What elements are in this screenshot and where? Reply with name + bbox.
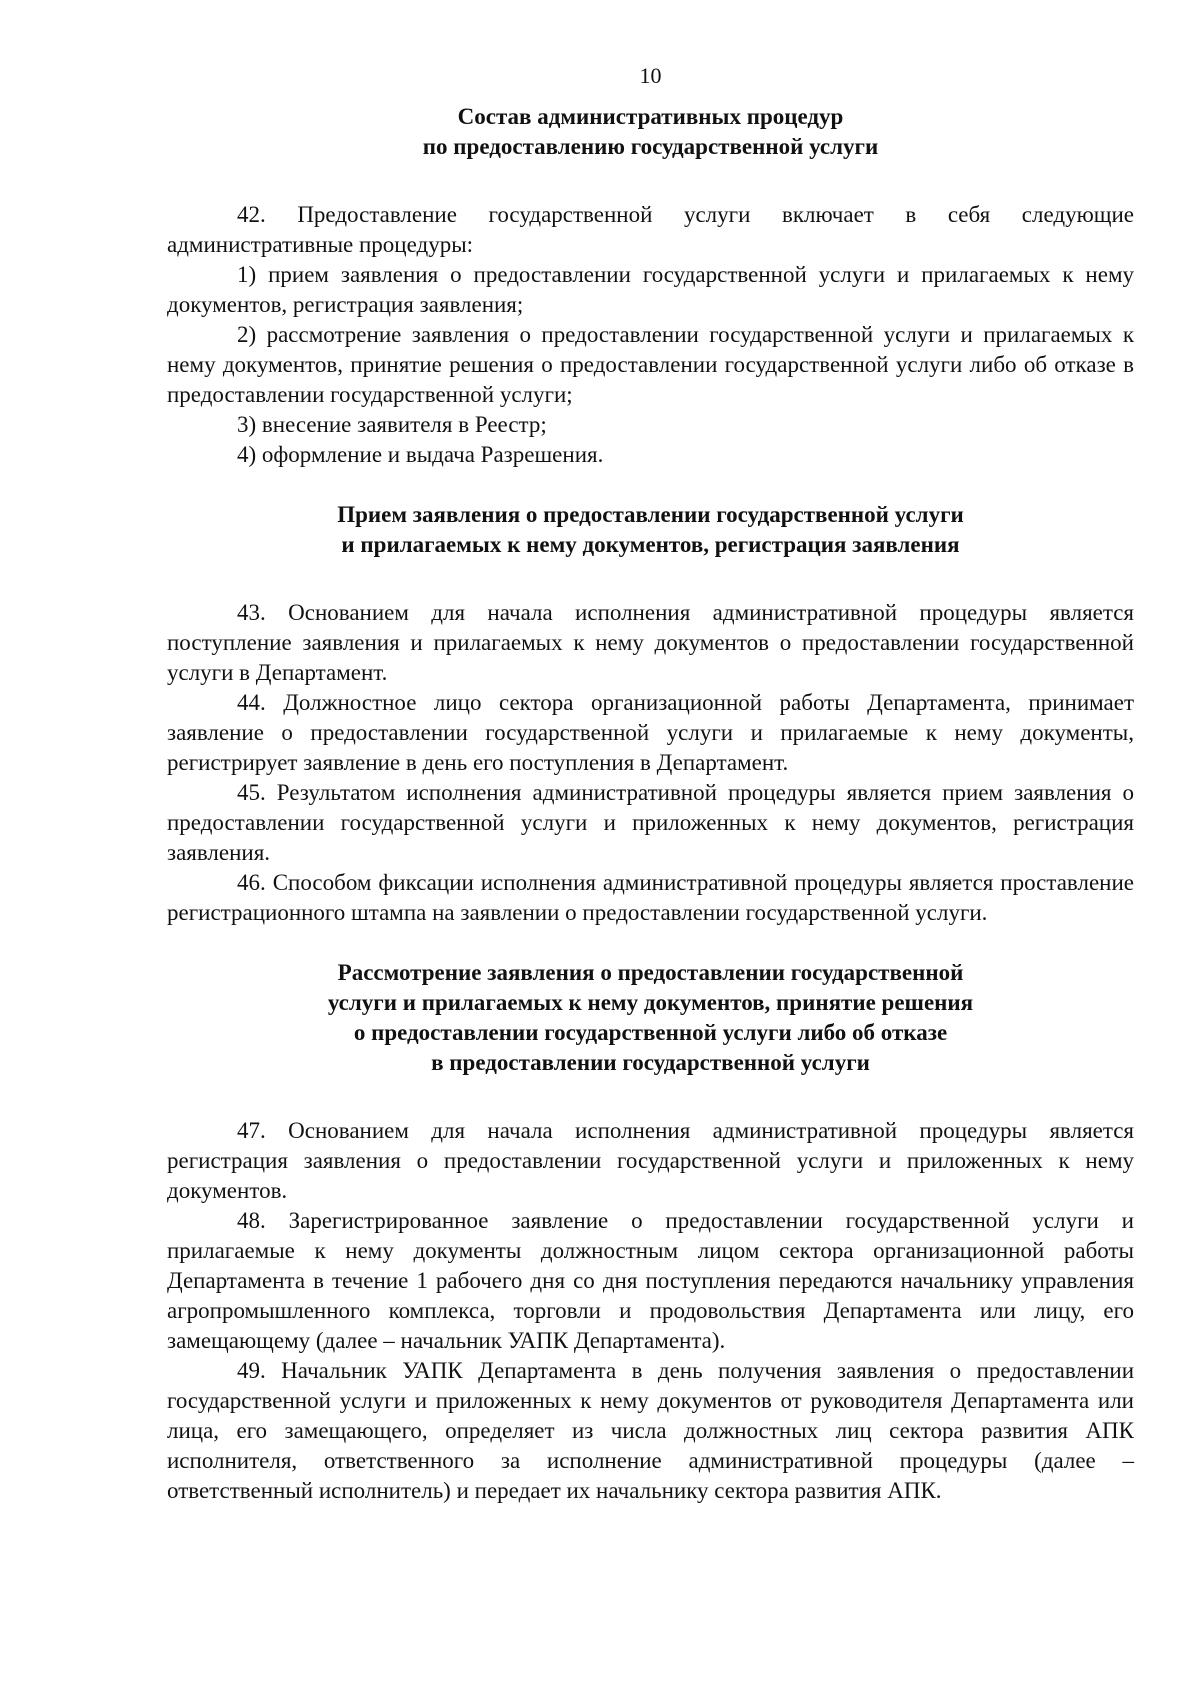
list-item-4: 4) оформление и выдача Разрешения. — [237, 442, 604, 467]
section-body-1 — [167, 200, 1134, 470]
section-body-3 — [167, 1116, 1134, 1506]
paragraph-43: 43. Основанием для начала исполнения административной процедуры является поступление заявления и прилагаемых к нему документов о предоставлении государственной услуги в Департамент. — [167, 600, 1134, 685]
list-item-1: 1) прием заявления о предоставлении государственной услуги и прилагаемых к нему документов, регистрация заявления; — [167, 262, 1134, 317]
heading-line: в предоставлении государственной услуги — [431, 1050, 870, 1075]
section-body-2 — [167, 598, 1134, 928]
section-heading-3 — [167, 958, 1134, 1078]
heading-line: Прием заявления о предоставлении государственной услуги — [337, 502, 964, 527]
heading-line: о предоставлении государственной услуги либо об отказе — [353, 1020, 948, 1045]
paragraph-45: 45. Результатом исполнения административной процедуры является прием заявления о предоставлении государственной услуги и приложенных к нему документов, регистрация заявления. — [167, 780, 1134, 865]
list-item-3: 3) внесение заявителя в Реестр; — [237, 412, 547, 437]
list-item-2: 2) рассмотрение заявления о предоставлении государственной услуги и прилагаемых к нему документов, принятие решения о предоставлении государственной услуги либо об отказе в предоставлении государственной услуги; — [167, 322, 1134, 407]
paragraph-48: 48. Зарегистрированное заявление о предоставлении государственной услуги и прилагаемые к нему документы должностным лицом сектора организационной работы Департамента в течение 1 рабочего дня со дня поступления передаются начальнику управления агропромышленного комплекса, торговли и продовольствия Департамента или лицу, его замещающему (далее – начальник УАПК Департамента). — [167, 1208, 1134, 1353]
paragraph-42: 42. Предоставление государственной услуги включает в себя следующие административные процедуры: — [167, 202, 1134, 257]
document-page — [167, 62, 1134, 1506]
page-number: 10 — [639, 63, 662, 88]
heading-line: и прилагаемых к нему документов, регистрация заявления — [341, 532, 960, 557]
heading-line: по предоставлению государственной услуги — [422, 134, 879, 159]
heading-line: услуги и прилагаемых к нему документов, принятие решения — [327, 990, 974, 1015]
section-heading-1 — [167, 102, 1134, 162]
paragraph-47: 47. Основанием для начала исполнения административной процедуры является регистрация заявления о предоставлении государственной услуги и приложенных к нему документов. — [167, 1118, 1134, 1203]
heading-line: Рассмотрение заявления о предоставлении государственной — [337, 960, 964, 985]
section-heading-2 — [167, 500, 1134, 560]
paragraph-44: 44. Должностное лицо сектора организационной работы Департамента, принимает заявление о предоставлении государственной услуги и прилагаемые к нему документы, регистрирует заявление в день его поступления в Департамент. — [167, 690, 1134, 775]
paragraph-46: 46. Способом фиксации исполнения административной процедуры является проставление регистрационного штампа на заявлении о предоставлении государственной услуги. — [167, 870, 1134, 925]
paragraph-49: 49. Начальник УАПК Департамента в день получения заявления о предоставлении государственной услуги и приложенных к нему документов от руководителя Департамента или лица, его замещающего, определяет из числа должностных лиц сектора развития АПК исполнителя, ответственного за исполнение административной процедуры (далее – ответственный исполнитель) и передает их начальнику сектора развития АПК. — [167, 1358, 1134, 1503]
heading-line: Состав административных процедур — [457, 104, 844, 129]
